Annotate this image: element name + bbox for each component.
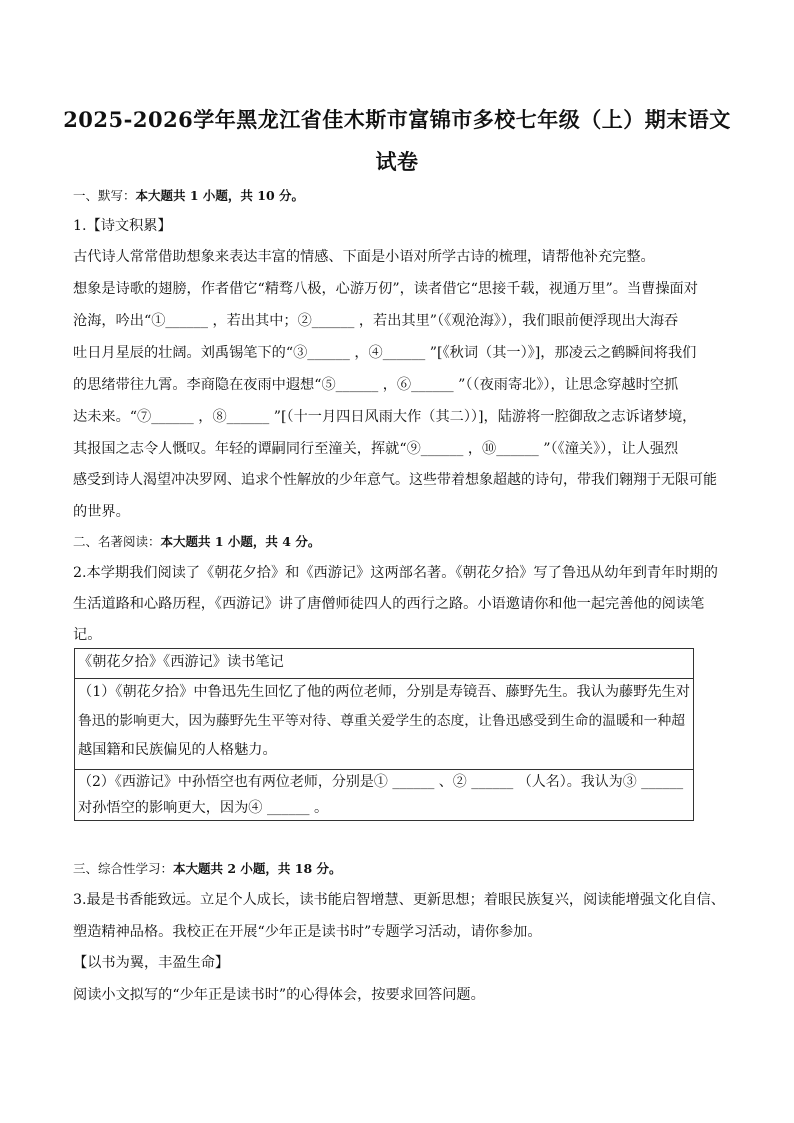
table-row1-line: （1）《朝花夕拾》中鲁迅先生回忆了他的两位老师，分别是寿镜吾、藤野先生。我认为藤野先生对 — [78, 684, 690, 700]
section2-header — [73, 532, 723, 552]
section1-header-score: 本大题共 1 小题，共 10 分。 — [135, 188, 305, 203]
section2-header-score: 本大题共 1 小题，共 4 分。 — [160, 534, 321, 549]
exam-title-line1: 2025-2026学年黑龙江省佳木斯市富锦市多校七年级（上）期末语文 — [63, 107, 731, 132]
table-row — [75, 678, 693, 770]
section1-header-prefix: 一、默写： — [73, 188, 136, 203]
question3-line: 塑造精神品格。我校正在开展“少年正是读书时”专题学习活动，请你参加。 — [73, 924, 542, 940]
section3-header-prefix: 三、综合性学习： — [73, 861, 174, 876]
question2-line: 生活道路和心路历程，《西游记》讲了唐僧师徒四人的西行之路。小语邀请你和他一起完善他的阅读笔 — [73, 596, 705, 612]
question1-line: 古代诗人常常借助想象来表达丰富的情感、下面是小语对所学古诗的梳理，请帮他补充完整。 — [73, 249, 655, 265]
question1-line: 的世界。 — [73, 504, 130, 520]
question2-line: 2.本学期我们阅读了《朝花夕拾》和《西游记》这两部名著。《朝花夕拾》写了鲁迅从幼年到青年时期的 — [73, 565, 718, 581]
table-row2-line: （2）《西游记》中孙悟空也有两位老师，分别是① ______ 、② ______ （人名）。我认为③ ______ — [78, 774, 684, 790]
question1-line: 想象是诗歌的翅膀，作者借它“精骛八极，心游万仞”，读者借它“思接千载，视通万里”。当曹操面对 — [73, 281, 698, 297]
question1-line: 吐日月星辰的壮阔。刘禹锡笔下的“③______ ，④______ ”[《秋词（其一）》]，那凌云之鹤瞬间将我们 — [73, 345, 697, 361]
table-row2-line: 对孙悟空的影响更大，因为④ ______ 。 — [78, 800, 329, 816]
question3-line: 3.最是书香能致远。立足个人成长，读书能启智增慧、更新思想；着眼民族复兴，阅读能增强文化自信、 — [73, 892, 725, 908]
section2-header-prefix: 二、名著阅读： — [73, 534, 161, 549]
table-header-text: 《朝花夕拾》《西游记》读书笔记 — [78, 654, 284, 670]
question1-label: 1.【诗文积累】 — [73, 218, 172, 234]
question1-line: 沧海，吟出“①______ ，若出其中；②______ ，若出其里”（《观沧海》），我们眼前便浮现出大海吞 — [73, 313, 679, 329]
question1-line: 感受到诗人渴望冲决罗网、追求个性解放的少年意气。这些带着想象超越的诗句，带我们翱翔于无限可能 — [73, 472, 717, 488]
question3-subheading: 【以书为翼，丰盈生命】 — [73, 955, 230, 971]
table-row1-line: 鲁迅的影响更大，因为藤野先生平等对待、尊重关爱学生的态度，让鲁迅感受到生命的温暖和一种超 — [78, 713, 686, 729]
question2-line: 记。 — [73, 627, 102, 643]
table-header-row — [75, 649, 693, 679]
reading-notes-table — [74, 648, 694, 821]
question1-line: 达未来。“⑦______ ，⑧______ ”[（十一月四日风雨大作（其二））]，陆游将一腔御敌之志诉诸梦境， — [73, 409, 697, 425]
exam-title-line2: 试卷 — [375, 149, 419, 174]
question3-line: 阅读小文拟写的“少年正是读书时”的心得体会，按要求回答问题。 — [73, 987, 485, 1003]
section1-header — [73, 186, 723, 206]
section3-header-score: 本大题共 2 小题，共 18 分。 — [173, 861, 342, 876]
section3-header — [73, 859, 723, 879]
table-row1-line: 越国籍和民族偏见的人格魅力。 — [78, 742, 277, 758]
question1-line: 其报国之志令人慨叹。年轻的谭嗣同行至潼关，挥就“⑨______ ，⑩______ ”（《潼关》），让人强烈 — [73, 441, 679, 457]
table-row — [75, 769, 693, 821]
question1-line: 的思绪带往九霄。李商隐在夜雨中遐想“⑤______ ，⑥______ ”（（夜雨寄北》），让思念穿越时空抓 — [73, 377, 679, 393]
